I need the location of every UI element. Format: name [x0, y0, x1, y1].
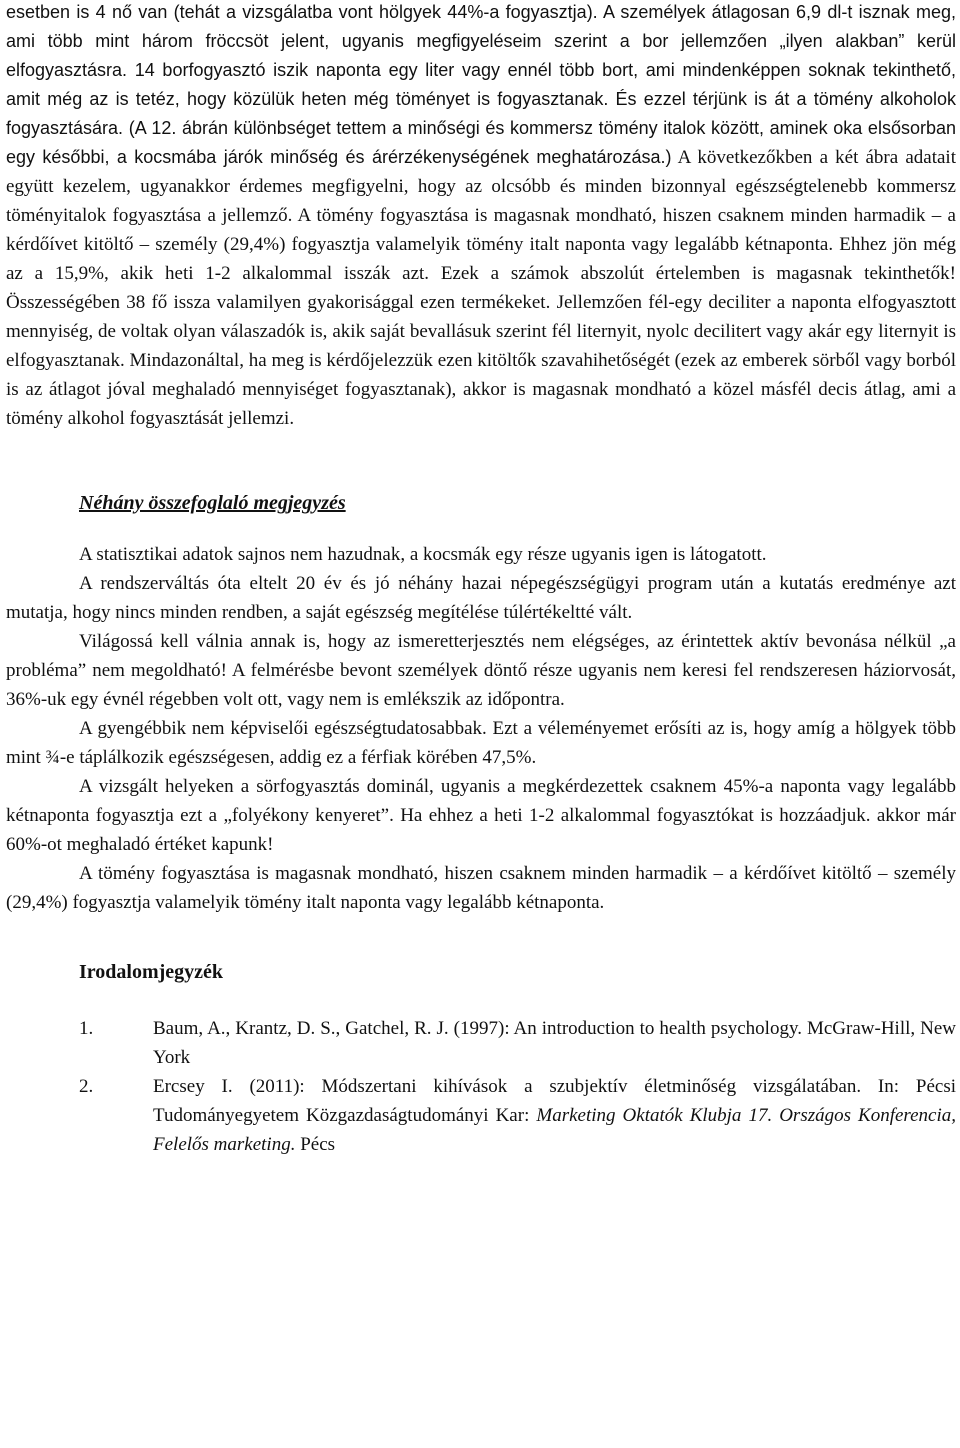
reference-item	[6, 1014, 956, 1072]
reference-tail-text: Pécs	[295, 1134, 336, 1155]
summary-paragraph: A tömény fogyasztása is magasnak mondható, hiszen csaknem minden harmadik – a kérdőívet kitöltő – személy (29,4%) fogyasztja valamelyik tömény italt naponta vagy legalább kétnaponta.	[6, 863, 956, 913]
reference-italic-text: Marketing Oktatók Klubja 17. Országos Konferencia, Felelős marketing.	[153, 1105, 956, 1155]
reference-text: Baum, A., Krantz, D. S., Gatchel, R. J. (1997): An introduction to health psychology. McGraw-Hill, New York	[153, 1018, 956, 1068]
references-heading: Irodalomjegyzék	[79, 961, 224, 983]
intro-sans-text: esetben is 4 nő van (tehát a vizsgálatba vont hölgyek 44%-a fogyasztja). A személyek átlagosan 6,9 dl-t isznak meg, ami több mint három fröccsöt jelent, ugyanis megfigyeléseim szerint a bor jellemzően „ilyen alakban” kerül elfogyasztásra. 14 borfogyasztó iszik naponta egy liter vagy ennél több bort, ami mindenképpen soknak tekinthető, amit még az is tetéz, hogy közülük heten még töményet is fogyasztanak. És ezzel térjünk is át a tömény alkoholok fogyasztására. (A 12. ábrán különbséget tettem a minőségi és kommersz tömény italok között, aminek oka elsősorban egy későbbi, a kocsmába járók minőség és árérzékenységének meghatározása.)	[6, 2, 956, 167]
intro-paragraph	[6, 0, 956, 433]
document-page	[6, 0, 956, 1159]
reference-text: Ercsey I. (2011): Módszertani kihívások a szubjektív életminőség vizsgálatában. In: Pécsi Tudományegyetem Közgazdaságtudományi Kar:	[153, 1076, 956, 1126]
reference-number: 1.	[79, 1018, 94, 1039]
reference-item	[6, 1072, 956, 1159]
intro-serif-text: A következőkben a két ábra adatait együtt kezelem, ugyanakkor érdemes megfigyelni, hogy az olcsóbb és minden bizonnyal egészségtelenebb kommersz töményitalok fogyasztása a jellemző. A tömény fogyasztása is magasnak mondható, hiszen csaknem minden harmadik – a kérdőívet kitöltő – személy (29,4%) fogyasztja valamelyik tömény italt naponta vagy legalább kétnaponta. Ehhez jön még az a 15,9%, akik heti 1-2 alkalommal isszák azt. Ezek a számok abszolút értelemben is magasnak tekinthetők! Összességében 38 fő issza valamilyen gyakorisággal ezen termékeket. Jellemzően fél-egy deciliter a naponta elfogyasztott mennyiség, de voltak olyan válaszadók is, akik saját bevallásuk szerint fél liternyit, nyolc decilitert vagy akár egy liternyit is elfogyasztanak. Mindazonáltal, ha meg is kérdőjelezzük ezen kitöltők szavahihetőségét (ezek az emberek sörből vagy borból is az átlagot jóval meghaladó mennyiséget fogyasztanak), akkor is magasnak mondható a közel másfél decis átlag, ami a tömény alkohol fogyasztását jellemzi.	[6, 147, 956, 429]
summary-paragraph: A rendszerváltás óta eltelt 20 év és jó néhány hazai népegészségügyi program után a kutatás eredménye azt mutatja, hogy nincs minden rendben, a saját egészség megítélése túlértékeltté vált.	[6, 573, 956, 623]
summary-paragraph: A vizsgált helyeken a sörfogyasztás dominál, ugyanis a megkérdezettek csaknem 45%-a naponta vagy legalább kétnaponta fogyasztja ezt a „folyékony kenyeret”. Ha ehhez a heti 1-2 alkalommal fogyasztókat is hozzáadjuk. akkor már 60%-ot meghaladó értéket kapunk!	[6, 776, 956, 855]
summary-paragraph: A statisztikai adatok sajnos nem hazudnak, a kocsmák egy része ugyanis igen is látogatott.	[79, 544, 767, 565]
references-list	[6, 1014, 956, 1159]
reference-number: 2.	[79, 1076, 94, 1097]
summary-paragraph: A gyengébbik nem képviselői egészségtudatosabbak. Ezt a véleményemet erősíti az is, hogy amíg a hölgyek több mint ¾-e táplálkozik egészségesen, addig ez a férfiak körében 47,5%.	[6, 718, 956, 768]
summary-paragraph: Világossá kell válnia annak is, hogy az ismeretterjesztés nem elégséges, az érintettek aktív bevonása nélkül „a probléma” nem megoldható! A felmérésbe bevont személyek döntő része ugyanis nem keresi fel rendszeresen háziorvosát, 36%-uk egy évnél régebben volt ott, vagy nem is emlékszik az időpontra.	[6, 631, 956, 710]
summary-paragraphs	[6, 540, 956, 917]
summary-heading: Néhány összefoglaló megjegyzés	[79, 492, 346, 514]
